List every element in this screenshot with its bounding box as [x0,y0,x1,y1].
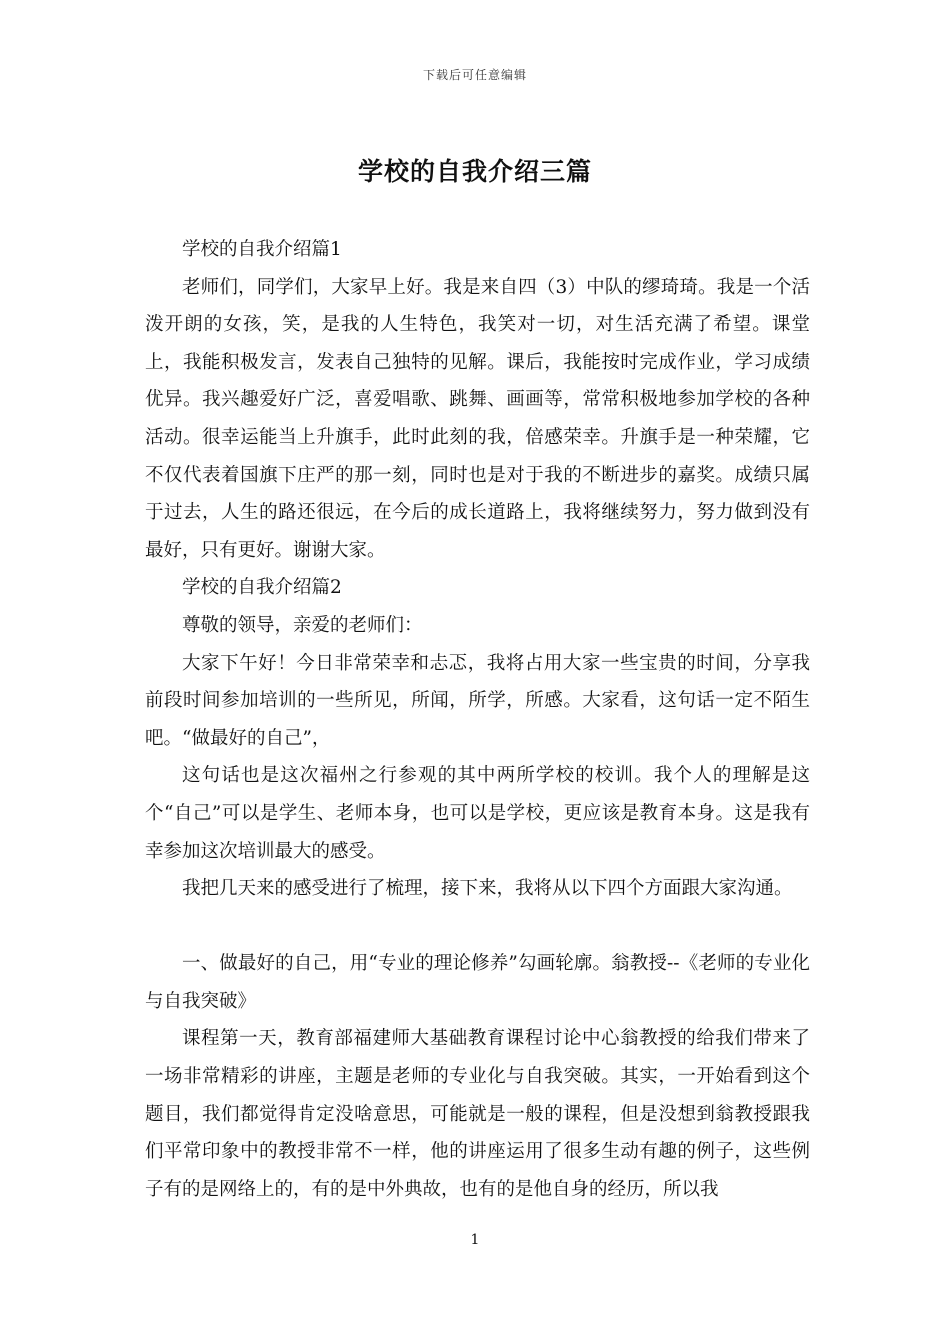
body-paragraph: 老师们，同学们，大家早上好。我是来自四（3）中队的缪琦琦。我是一个活泼开朗的女孩，笑，是我的人生特色，我笑对一切，对生活充满了希望。课堂上，我能积极发言，发表自己独特的见解。课后，我能按时完成作业，学习成绩优异。我兴趣爱好广泛，喜爱唱歌、跳舞、画画等，常常积极地参加学校的各种活动。很幸运能当上升旗手，此时此刻的我，倍感荣幸。升旗手是一种荣耀，它不仅代表着国旗下庄严的那一刻，同时也是对于我的不断进步的嘉奖。成绩只属于过去，人生的路还很远，在今后的成长道路上，我将继续努力，努力做到没有最好，只有更好。谢谢大家。 [145,276,810,561]
body-paragraph: 大家下午好！今日非常荣幸和忐忑，我将占用大家一些宝贵的时间，分享我前段时间参加培训的一些所见，所闻，所学，所感。大家看，这句话一定不陌生吧。“做最好的自己”， [145,652,810,749]
page-header-note: 下载后可任意编辑 [422,68,527,82]
subsection-heading: 一、做最好的自己，用“专业的理论修养”勾画轮廓。翁教授--《老师的专业化与自我突破》 [145,953,810,1012]
document-body [145,231,810,1208]
document-title: 学校的自我介绍三篇 [357,157,592,186]
salutation: 尊敬的领导，亲爱的老师们： [182,614,423,636]
body-paragraph: 课程第一天，教育部福建师大基础教育课程讨论中心翁教授的给我们带来了一场非常精彩的讲座，主题是老师的专业化与自我突破。其实，一开始看到这个题目，我们都觉得肯定没啥意思，可能就是一般的课程，但是没想到翁教授跟我们平常印象中的教授非常不一样，他的讲座运用了很多生动有趣的例子，这些例子有的是网络上的，有的是中外典故，也有的是他自身的经历，所以我 [145,1028,810,1200]
body-paragraph: 这句话也是这次福州之行参观的其中两所学校的校训。我个人的理解是这个“自己”可以是学生、老师本身，也可以是学校，更应该是教育本身。这是我有幸参加这次培训最大的感受。 [145,765,810,862]
section-heading-1: 学校的自我介绍篇1 [182,239,342,260]
body-paragraph: 我把几天来的感受进行了梳理，接下来，我将从以下四个方面跟大家沟通。 [182,878,793,900]
page-number: 1 [470,1232,480,1248]
section-heading-2: 学校的自我介绍篇2 [182,577,342,599]
